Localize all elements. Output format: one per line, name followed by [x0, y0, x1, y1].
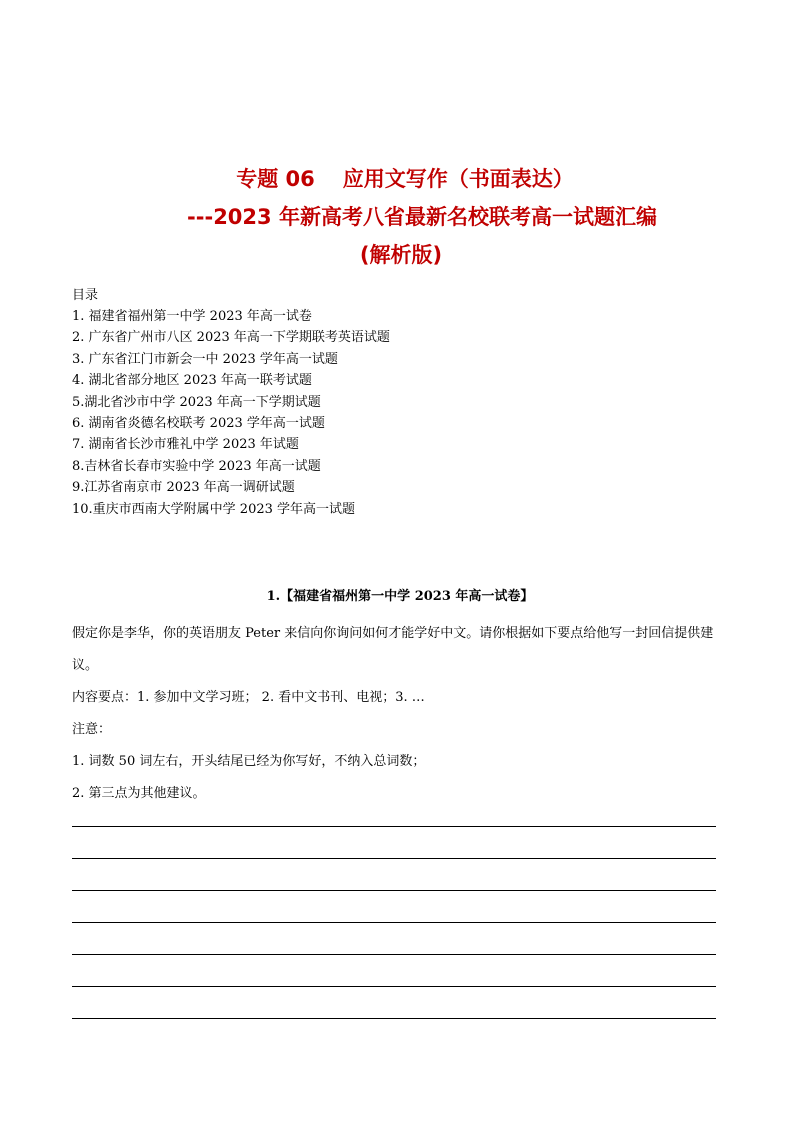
toc-item: 7. 湖南省长沙市雅礼中学 2023 年试题	[72, 437, 299, 453]
toc-item: 4. 湖北省部分地区 2023 年高一联考试题	[72, 373, 312, 389]
toc-item: 2. 广东省广州市八区 2023 年高一下学期联考英语试题	[72, 330, 390, 346]
question-title: 1.【福建省福州第一中学 2023 年高一试卷】	[266, 589, 534, 604]
title-topic-number: 专题 06	[236, 167, 315, 191]
toc-item: 3. 广东省江门市新会一中 2023 学年高一试题	[72, 351, 338, 367]
toc-item: 5.湖北省沙市中学 2023 年高一下学期试题	[72, 394, 321, 410]
title-line-1	[0, 160, 794, 198]
answer-line	[72, 858, 716, 859]
prompt-text: 假定你是李华，你的英语朋友 Peter 来信向你询问如何才能学好中文。请你根据如下要点给他写一封回信提供建议。	[72, 626, 714, 673]
toc-item: 6. 湖南省炎德名校联考 2023 学年高一试题	[72, 415, 325, 431]
answer-line	[72, 1018, 716, 1019]
toc-heading: 目录	[72, 288, 99, 303]
toc-item: 8.吉林省长春市实验中学 2023 年高一试题	[72, 458, 321, 474]
answer-line	[72, 922, 716, 923]
answer-line	[72, 826, 716, 827]
content-points: 内容要点：1. 参加中文学习班； 2. 看中文书刊、电视；3. …	[72, 690, 425, 705]
answer-line	[72, 954, 716, 955]
notes-heading: 注意：	[72, 722, 112, 737]
answer-line	[72, 986, 716, 987]
note-2: 2. 第三点为其他建议。	[72, 786, 206, 801]
answer-line	[72, 890, 716, 891]
toc-item: 10.重庆市西南大学附属中学 2023 学年高一试题	[72, 501, 356, 517]
title-line-2: ---2023 年新高考八省最新名校联考高一试题汇编	[187, 205, 657, 229]
toc-item: 9.江苏省南京市 2023 年高一调研试题	[72, 480, 295, 496]
title-line-3: (解析版)	[359, 243, 443, 267]
answer-writing-lines	[72, 826, 716, 1050]
toc-item: 1. 福建省福州第一中学 2023 年高一试卷	[72, 309, 312, 324]
toc-list	[72, 306, 390, 520]
note-1: 1. 词数 50 词左右，开头结尾已经为你写好，不纳入总词数；	[72, 754, 426, 769]
table-of-contents	[72, 285, 390, 520]
question-prompt	[72, 618, 728, 810]
title-topic-name: 应用文写作（书面表达）	[342, 167, 574, 191]
document-title	[0, 160, 794, 274]
